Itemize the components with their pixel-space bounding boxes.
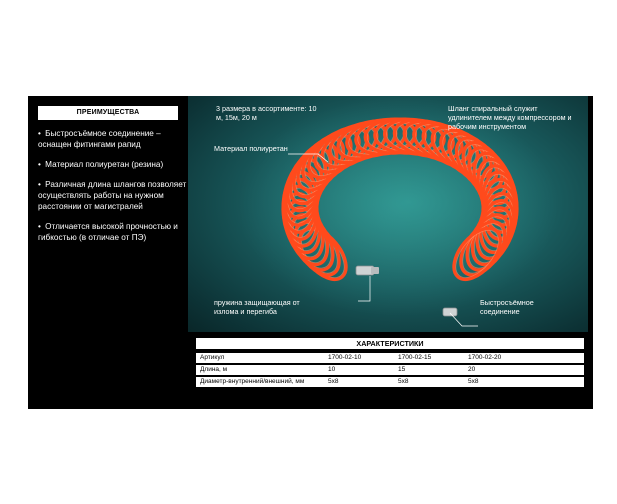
- table-cell: Диаметр-внутренний/внешний, мм: [200, 378, 305, 385]
- advantage-item: • Материал полиуретан (резина): [38, 160, 164, 169]
- bullet-icon: •: [38, 160, 41, 169]
- bullet-icon: •: [38, 129, 41, 138]
- connector-label: Быстросъёмное соединение: [480, 298, 534, 316]
- advantages-panel: [28, 96, 188, 409]
- table-cell: Артикул: [200, 354, 225, 361]
- advantages-header: ПРЕИМУЩЕСТВА: [38, 106, 178, 120]
- table-cell: 5x8: [328, 378, 339, 385]
- advantage-item: • Отличается высокой прочностью и гибкостью (в отличае от ПЭ): [38, 222, 178, 242]
- coiled-hose-image: [188, 96, 588, 332]
- table-cell: 5x8: [398, 378, 409, 385]
- table-cell: 1700-02-15: [398, 354, 432, 361]
- advantage-item: • Быстросъёмное соединение – оснащен фитингами рапид: [38, 129, 161, 149]
- sizes-label: 3 размера в ассортименте: 10 м, 15м, 20 м: [216, 104, 317, 122]
- fitting-right: [443, 308, 457, 316]
- table-cell: 5x8: [468, 378, 479, 385]
- advantage-item: • Различная длина шлангов позволяет осуществлять работы на нужном расстоянии от магистралей: [38, 180, 187, 211]
- hose-photo: [188, 96, 588, 332]
- table-row: [196, 353, 584, 363]
- table-cell: 10: [328, 366, 336, 373]
- table-cell: 15: [398, 366, 406, 373]
- fitting-left: [356, 266, 379, 275]
- bullet-icon: •: [38, 222, 41, 231]
- advantages-list: [38, 128, 190, 252]
- table-cell: 20: [468, 366, 476, 373]
- table-cell: 1700-02-20: [468, 354, 502, 361]
- table-row: [196, 377, 584, 387]
- hose-description: Шланг спиральный служит удлинителем между компрессором и рабочим инструментом: [448, 104, 572, 131]
- table-row: [196, 365, 584, 375]
- specs-table: [188, 332, 593, 409]
- specs-title: ХАРАКТЕРИСТИКИ: [196, 338, 584, 349]
- material-label: Материал полиуретан: [214, 144, 288, 153]
- spring-label: пружина защищающая от излома и перегиба: [214, 298, 300, 316]
- table-cell: 1700-02-10: [328, 354, 362, 361]
- table-cell: Длина, м: [200, 366, 228, 373]
- bullet-icon: •: [38, 180, 41, 189]
